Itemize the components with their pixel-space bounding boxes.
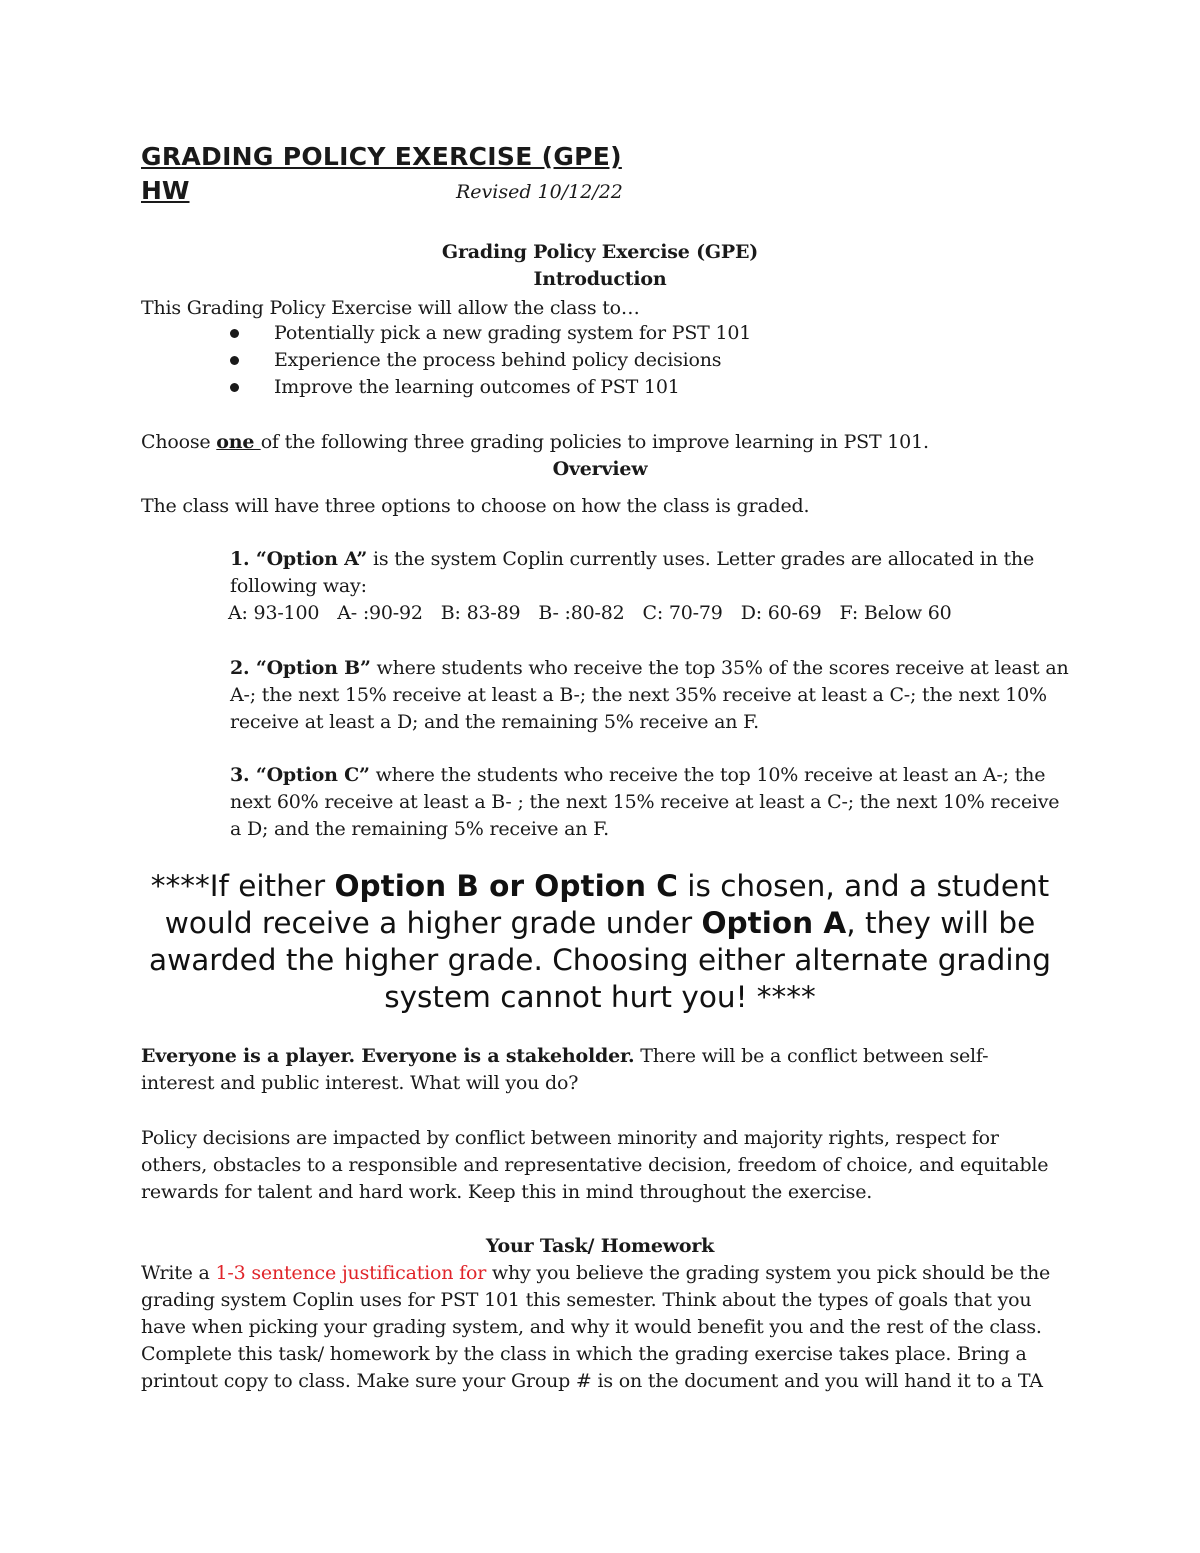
hw-label: HW xyxy=(141,176,190,205)
option-a: 1. “Option A” is the system Coplin currently uses. Letter grades are allocated in the following way: xyxy=(230,548,1035,597)
bullet-icon xyxy=(230,356,239,365)
bullet-icon xyxy=(230,383,239,392)
grade-guarantee-note: ****If either Option B or Option C is chosen, and a student would receive a higher grade under Option A, they will be awarded the higher grade. Choosing either alternate grading system cannot hurt you! **** xyxy=(149,869,1051,1014)
intro-lead: This Grading Policy Exercise will allow the class to… xyxy=(141,297,640,319)
intro-subtitle: Introduction xyxy=(533,268,667,290)
option-b: 2. “Option B” where students who receive the top 35% of the scores receive at least an A-; the next 15% receive at least a B-; the next 35% receive at least a C-; the next 10% receive at least a D; and the remaining 5% receive an F. xyxy=(230,657,1069,733)
document-title: GRADING POLICY EXERCISE (GPE) xyxy=(141,142,622,171)
bullet-icon xyxy=(230,329,239,338)
overview-title: Overview xyxy=(552,458,648,480)
intro-bullet-list xyxy=(228,320,751,401)
overview-lead: The class will have three options to choose on how the class is graded. xyxy=(141,495,810,517)
task-title: Your Task/ Homework xyxy=(485,1235,715,1257)
list-item: Potentially pick a new grading system for PST 101 xyxy=(228,320,751,347)
revised-date: Revised 10/12/22 xyxy=(456,181,623,203)
list-item: Experience the process behind policy decisions xyxy=(228,347,751,374)
intro-title: Grading Policy Exercise (GPE) xyxy=(441,241,759,263)
policy-paragraph: Policy decisions are impacted by conflict between minority and majority rights, respect for others, obstacles to a responsible and representative decision, freedom of choice, and equitable rewards for talent and hard work. Keep this in mind throughout the exercise. xyxy=(141,1127,1049,1203)
stakeholder-paragraph: Everyone is a player. Everyone is a stakeholder. There will be a conflict between self-interest and public interest. What will you do? xyxy=(141,1045,989,1094)
task-paragraph: Write a 1-3 sentence justification for why you believe the grading system you pick should be the grading system Coplin uses for PST 101 this semester. Think about the types of goals that you have when picking your grading system, and why it would benefit you and the rest of the class. Complete this task/ homework by the class in which the grading exercise takes place. Bring a printout copy to class. Make sure your Group # is on the document and you will hand it to a TA xyxy=(141,1262,1051,1392)
option-c: 3. “Option C” where the students who receive the top 10% receive at least an A-; the next 60% receive at least a B- ; the next 15% receive at least a C-; the next 10% receive a D; and the remaining 5% receive an F. xyxy=(230,764,1060,840)
grade-scale: A: 93-100 A- :90-92 B: 83-89 B- :80-82 C: 70-79 D: 60-69 F: Below 60 xyxy=(228,602,952,624)
list-item: Improve the learning outcomes of PST 101 xyxy=(228,374,751,401)
choose-line: Choose one of the following three grading policies to improve learning in PST 101. xyxy=(141,431,929,453)
